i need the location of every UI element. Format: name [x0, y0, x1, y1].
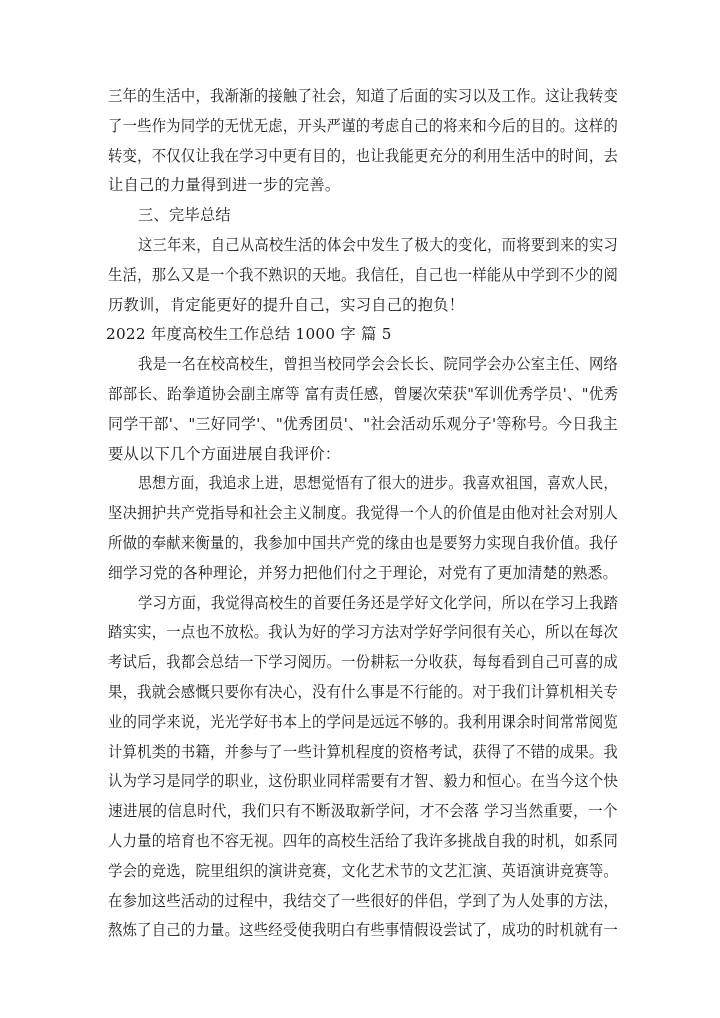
text-line: 生活，那么又是一个我不熟识的天地。我信任，自己也一样能从中学到不少的阅 — [108, 265, 619, 284]
text-line: 业的同学来说，光光学好书本上的学问是远远不够的。我利用课余时间常常阅览 — [108, 712, 619, 731]
text-line: 转变，不仅仅让我在学习中更有目的，也让我能更充分的利用生活中的时间，去 — [108, 146, 619, 165]
text-line: 让自己的力量得到进一步的完善。 — [108, 176, 341, 195]
text-line: 了一些作为同学的无忧无虑，开头严谨的考虑自己的将来和今后的目的。这样的 — [108, 116, 619, 135]
text-line: 三年的生活中，我渐渐的接触了社会，知道了后面的实习以及工作。这让我转变 — [108, 87, 619, 105]
text-line: 在参加这些活动的过程中，我结交了一些很好的伴侣，学到了为人处事的方法， — [108, 891, 619, 910]
text-line: 历教训，肯定能更好的提升自己，实习自己的抱负！ — [108, 295, 465, 314]
text-line: 细学习党的各种理论，并努力把他们付之于理论，对党有了更加清楚的熟悉。 — [108, 563, 618, 582]
text-line: 果，我就会感慨只要你有决心，没有什么事是不行能的。对于我们计算机相关专 — [108, 683, 619, 701]
text-line: 要从以下几个方面进展自我评价： — [108, 444, 341, 463]
text-line: 计算机类的书籍，并参与了一些计算机程度的资格考试，获得了不错的成果。我 — [108, 742, 619, 761]
text-line: 部部长、跆拳道协会副主席等 富有责任感，曾屡次荣获"军训优秀学员'、"优秀 — [108, 385, 619, 403]
text-line: 学习方面，我觉得高校生的首要任务还是学好文化学问，所以在学习上我踏 — [138, 593, 619, 612]
text-line: 考试后，我都会总结一下学习阅历。一份耕耘一分收获，每每看到自己可喜的成 — [108, 653, 619, 672]
article-heading: 2022 年度高校生工作总结 1000 字 篇 5 — [106, 325, 392, 344]
text-line: 思想方面，我追求上进，思想觉悟有了很大的进步。我喜欢祖国，喜欢人民， — [138, 474, 618, 493]
section-heading: 三、完毕总结 — [138, 206, 231, 225]
text-line: 认为学习是同学的职业，这份职业同样需要有才智、毅力和恒心。在当今这个快 — [108, 772, 619, 791]
text-line: 我是一名在校高校生，曾担当校同学会会长长、院同学会办公室主任、网络 — [138, 355, 619, 374]
text-line: 同学干部'、"三好同学'、"优秀团员'、"社会活动乐观分子'等称号。今日我主 — [108, 414, 618, 433]
text-line: 这三年来，自己从高校生活的体会中发生了极大的变化，而将要到来的实习 — [138, 236, 619, 254]
text-line: 人力量的培育也不容无视。四年的高校生活给了我许多挑战自我的时机，如系同 — [108, 832, 619, 850]
text-line: 熬炼了自己的力量。这些经受使我明白有些事情假设尝试了，成功的时机就有一 — [108, 921, 619, 940]
text-line: 速进展的信息时代，我们只有不断汲取新学问，才不会落 学习当然重要，一个 — [108, 802, 618, 821]
text-line: 踏实实，一点也不放松。我认为好的学习方法对学好学问很有关心，所以在每次 — [108, 623, 619, 642]
text-line: 所做的奉献来衡量的，我参加中国共产党的缘由也是要努力实现自我价值。我仔 — [108, 534, 619, 552]
text-line: 学会的竞选，院里组织的演讲竞赛，文化艺术节的文艺汇演、英语演讲竞赛等。 — [108, 861, 619, 880]
text-line: 坚决拥护共产党指导和社会主义制度。我觉得一个人的价值是由他对社会对别人 — [108, 504, 619, 523]
